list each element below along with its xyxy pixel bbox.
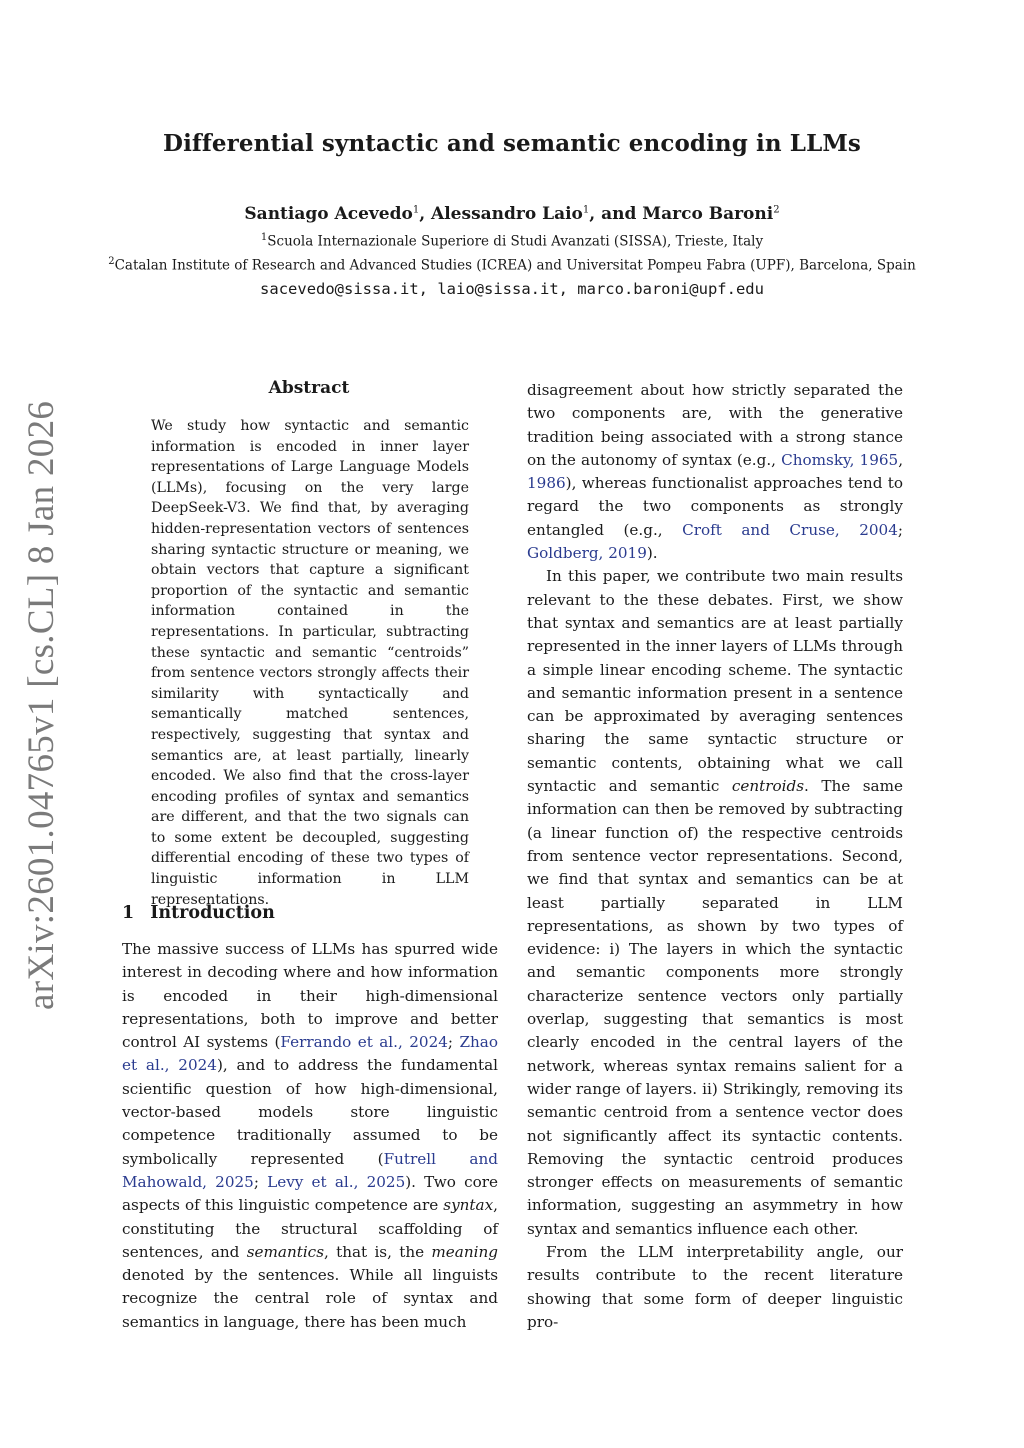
affiliation-2 <box>0 256 1024 274</box>
abstract-body: We study how syntactic and semantic information is encoded in inner layer representations of Large Language Models (LLMs), focusing on the very large DeepSeek-V3. We find that, by averaging hidden-representation vectors of sentences sharing syntactic structure or meaning, we obtain vectors that capture a significant proportion of the syntactic and semantic information contained in the representations. In particular, subtracting these syntactic and semantic “centroids” from sentence vectors strongly affects their similarity with syntactically and semantically matched sentences, respectively, suggesting that syntax and semantics are, at least partially, linearly encoded. We also find that the cross-layer encoding profiles of syntax and semantics are different, and that the two signals can to some extent be decoupled, suggesting differential encoding of these two types of linguistic information in LLM representations. <box>151 418 469 908</box>
citation-separator: , <box>898 450 904 469</box>
paragraph-continued <box>527 379 903 565</box>
emphasized-term: semantics <box>246 1242 324 1261</box>
section-heading <box>122 903 275 923</box>
citation-separator: ; <box>447 1033 460 1052</box>
author-separator: , and <box>589 204 643 224</box>
emphasized-term: centroids <box>731 777 805 796</box>
affiliation-mark: 1 <box>260 232 268 243</box>
paragraph-text: ). Two core aspects of this linguistic competence are <box>122 1172 498 1215</box>
paragraph-text: denoted by the sentences. While all linguists recognize the central role of syntax and semantics in language, there has been much <box>122 1266 498 1331</box>
citation-link[interactable]: Zhao et al., 2024 <box>122 1033 498 1075</box>
abstract-heading: Abstract <box>268 378 350 398</box>
citation-link[interactable]: Goldberg, 2019 <box>527 544 647 563</box>
author-name: Alessandro Laio <box>431 204 583 224</box>
author-emails[interactable]: sacevedo@sissa.it, laio@sissa.it, marco.baroni@upf.edu <box>260 280 764 298</box>
author-name: Santiago Acevedo <box>244 204 413 224</box>
affiliation-text: Catalan Institute of Research and Advanced Studies (ICREA) and Universitat Pompeu Fabra (UPF), Barcelona, Spain <box>114 257 916 274</box>
affiliation-1 <box>0 232 1024 250</box>
citation-link[interactable]: Futrell and Mahowald, 2025 <box>122 1149 498 1191</box>
right-column-body <box>527 379 903 1334</box>
author-list <box>0 204 1024 224</box>
citation-separator: ; <box>897 520 903 539</box>
paragraph-text: The massive success of LLMs has spurred wide interest in decoding where and how information is encoded in their high-dimensional representations, both to improve and better control AI systems ( <box>122 940 498 1052</box>
citation-separator: ; <box>253 1172 268 1191</box>
affiliation-mark: 2 <box>773 204 780 216</box>
citation-link[interactable]: Chomsky, 1965 <box>781 450 899 469</box>
affiliation-text: Scuola Internazionale Superiore di Studi Avanzati (SISSA), Trieste, Italy <box>267 233 764 250</box>
paragraph <box>527 565 903 1241</box>
emphasized-term: meaning <box>431 1242 498 1261</box>
left-column-body <box>122 938 498 1334</box>
section-number: 1 <box>122 903 135 923</box>
paragraph-text: In this paper, we contribute two main results relevant to the these debates. First, we show that syntax and semantics are at least partially represented in the inner layers of LLMs through a simple linear encoding scheme. The syntactic and semantic information present in a sentence can be approximated by averaging sentences sharing the same syntactic structure or semantic contents, obtaining what we call syntactic and semantic <box>527 567 903 796</box>
citation-link[interactable]: Croft and Cruse, 2004 <box>682 520 898 539</box>
citation-link[interactable]: Ferrando et al., 2024 <box>280 1033 448 1052</box>
section-title: Introduction <box>150 903 275 923</box>
paragraph-text: ), whereas functionalist approaches tend to regard the two components as strongly entangled (e.g., <box>527 474 903 539</box>
emphasized-term: syntax <box>443 1196 494 1215</box>
paragraph-text: disagreement about how strictly separated the two components are, with the generative tradition being associated with a strong stance on the autonomy of syntax (e.g., <box>527 381 903 469</box>
paragraph-text: . The same information can then be removed by subtracting (a linear function of) the respective centroids from sentence vector representations. Second, we find that syntax and semantics can be at least partially separated in LLM representations, as shown by two types of evidence: i) The layers in which the syntactic and semantic components more strongly characterize sentence vectors only partially overlap, suggesting that semantics is most clearly encoded in the central layers of the network, whereas syntax remains salient for a wider range of layers. ii) Strikingly, removing its semantic centroid from a sentence vector does not significantly affect its syntactic contents. Removing the syntactic centroid produces stronger effects on measurements of semantic information, suggesting an asymmetry in how syntax and semantics influence each other. <box>527 777 903 1238</box>
author-separator: , <box>419 204 432 224</box>
arxiv-identifier[interactable]: arXiv:2601.04765v1 [cs.CL] 8 Jan 2026 <box>21 400 62 1010</box>
paragraph <box>122 938 498 1334</box>
paragraph-text: , constituting the structural scaffolding of sentences, and <box>122 1196 498 1261</box>
affiliation-mark: 1 <box>582 204 590 216</box>
citation-link[interactable]: Levy et al., 2025 <box>267 1172 406 1191</box>
paragraph-text: ), and to address the fundamental scientific question of how high-dimensional, vector-based models store linguistic competence traditionally assumed to be symbolically represented ( <box>122 1056 498 1168</box>
paper-title: Differential syntactic and semantic encoding in LLMs <box>163 130 861 157</box>
paragraph: From the LLM interpretability angle, our results contribute to the recent literature showing that some form of deeper linguistic pro- <box>527 1242 903 1331</box>
author-name: Marco Baroni <box>642 204 774 224</box>
paragraph-text: , that is, the <box>323 1242 432 1261</box>
citation-link[interactable]: 1986 <box>527 474 566 493</box>
affiliation-mark: 1 <box>412 204 420 216</box>
paragraph-text: ). <box>646 544 658 563</box>
affiliation-mark: 2 <box>108 256 115 267</box>
